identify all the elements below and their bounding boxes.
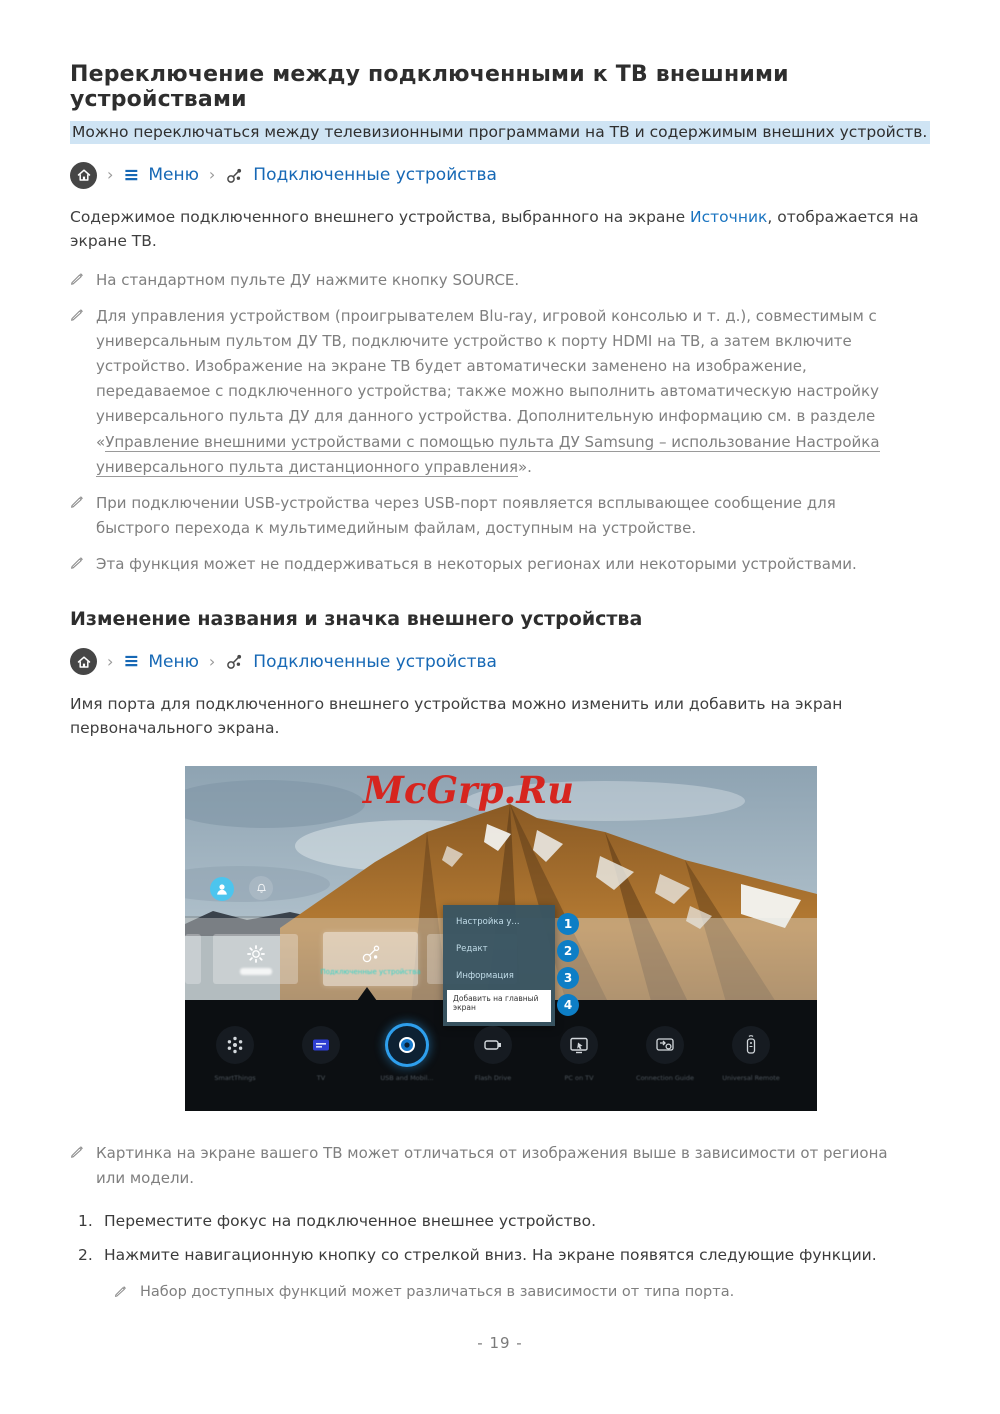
note-item [70,304,932,480]
step-item [70,1209,932,1233]
breadcrumb [70,647,932,677]
menu-icon: ≡ [123,163,140,186]
steps-list [70,1209,932,1267]
intro-text: Содержимое подключенного внешнего устройства, выбранного на экране [70,208,691,227]
breadcrumb-devices-link[interactable]: Подключенные устройства [253,165,497,186]
callout-badge-2: 2 [557,940,579,962]
chevron-separator-icon: › [107,165,114,185]
note-item [70,491,932,541]
notes-list [70,268,932,578]
usb-mobile-icon [388,1026,426,1064]
menu-item-add-to-home[interactable]: Добавить на главный экран [447,990,551,1022]
callout-badge-1: 1 [557,913,579,935]
step-number: 1. [78,1211,93,1230]
step-text: Переместите фокус на подключенное внешнее устройство. [104,1211,597,1230]
step-number: 2. [78,1245,93,1264]
home-icon[interactable] [70,162,97,189]
connection-guide-icon [646,1026,684,1064]
pencil-icon [70,304,96,480]
note-text: При подключении USB-устройства через USB-порт появляется всплывающее сообщение для быстрого перехода к мультимедийным файлам, доступным на устройстве. [96,494,836,538]
note-text-part: Для управления устройством (проигрывателем Blu-ray, игровой консолью и т. д.), совместимым с универсальным пультом ДУ ТВ, подключите устройство к порту HDMI на ТВ, а затем включите устройство. Изображение на экране ТВ будет автоматически заменено на изображение, передаваемое с подключенного устройства; также можно выполнить автоматическую настройку универсального пульта ДУ для данного устройства. Дополнительную информацию см. в разделе « [96,306,879,451]
step-item [70,1243,932,1267]
pencil-icon [114,1281,140,1304]
app-label: Universal Remote [722,1073,780,1082]
intro-text-after: , отображается на экране ТВ. [70,208,919,251]
app-label: PC on TV [564,1073,594,1082]
connected-devices-icon [225,652,244,671]
note-text: Картинка на экране вашего ТВ может отличаться от изображения выше в зависимости от региона или модели. [96,1143,888,1187]
app-universal-remote[interactable] [706,1026,796,1082]
breadcrumb-menu-link[interactable]: Меню [148,651,199,672]
intro-paragraph [70,205,928,253]
app-connection-guide[interactable] [620,1026,710,1082]
breadcrumb-devices-link[interactable]: Подключенные устройства [253,651,497,672]
step-text: Нажмите навигационную кнопку со стрелкой вниз. На экране появятся следующие функции. [104,1245,877,1264]
callout-badge-3: 3 [557,967,579,989]
settings-tile[interactable] [213,934,298,984]
section2-paragraph: Имя порта для подключенного внешнего устройства можно изменить или добавить на экран первоначального экрана. [70,694,843,737]
note-item [70,552,932,577]
breadcrumb [70,160,932,190]
home-icon[interactable] [70,648,97,675]
tv-screenshot [185,766,817,1111]
pencil-icon [70,491,96,541]
chevron-separator-icon: › [208,165,216,185]
menu-icon: ≡ [123,650,140,673]
devices-tile-label: Подключенные устройства [320,967,421,976]
menu-item-edit[interactable]: Редакт [456,943,488,954]
page-subtitle-highlighted: Можно переключаться между телевизионными программами на ТВ и содержимым внешних устройств. [70,121,930,144]
universal-remote-icon [732,1026,770,1064]
app-usb-mobile[interactable] [362,1026,452,1082]
notifications-bell-icon[interactable] [249,876,273,900]
callout-badge-4: 4 [557,994,579,1016]
sub-note [114,1281,932,1304]
app-tv[interactable] [276,1026,366,1082]
pencil-icon [70,268,96,293]
note-text: Набор доступных функций может различаться в зависимости от типа порта. [140,1284,735,1300]
app-label: TV [316,1073,326,1082]
note-text: Эта функция может не поддерживаться в некоторых регионах или некоторыми устройствами. [96,555,857,574]
context-menu [443,905,555,1026]
menu-item-information[interactable]: Информация [456,970,514,981]
source-link[interactable]: Источник [690,208,768,227]
settings-tile-label-blur [240,968,272,975]
profile-avatar[interactable] [210,877,234,901]
note-text-part: ». [518,457,532,476]
app-label: USB and Mobil... [380,1073,434,1082]
note-text [96,304,904,480]
app-label: Connection Guide [636,1073,694,1082]
note-text: На стандартном пульте ДУ нажмите кнопку SOURCE. [96,270,520,289]
flash-drive-icon [474,1026,512,1064]
note-item [70,1141,932,1191]
app-label: SmartThings [214,1073,256,1082]
page-number: - 19 - [477,1334,523,1352]
connected-devices-icon [359,942,383,966]
source-tile-partial[interactable] [185,934,201,984]
app-flash-drive[interactable] [448,1026,538,1082]
pencil-icon [70,1141,96,1191]
connected-devices-icon [225,166,244,185]
app-smartthings[interactable] [190,1026,280,1082]
watermark: McGrp.Ru [363,767,574,812]
app-label: Flash Drive [474,1073,512,1082]
chevron-separator-icon: › [208,651,216,671]
section-link[interactable]: Управление внешними устройствами с помощью пульта ДУ Samsung – использование Настройка универсального пульта дистанционного управления [96,432,880,476]
pc-on-tv-icon [560,1026,598,1064]
app-pc-on-tv[interactable] [534,1026,624,1082]
tv-icon [302,1026,340,1064]
note-item [70,268,932,293]
breadcrumb-menu-link[interactable]: Меню [148,165,199,186]
page-title: Переключение между подключенными к ТВ внешними устройствами [70,62,789,112]
smartthings-icon [216,1026,254,1064]
connected-devices-tile[interactable] [320,932,421,986]
gear-icon [245,943,267,965]
section-title: Изменение названия и значка внешнего устройства [70,607,643,630]
chevron-separator-icon: › [107,651,114,671]
menu-item-universal-setup[interactable]: Настройка у... [456,916,520,927]
selection-caret [357,987,377,1001]
pencil-icon [70,552,96,577]
